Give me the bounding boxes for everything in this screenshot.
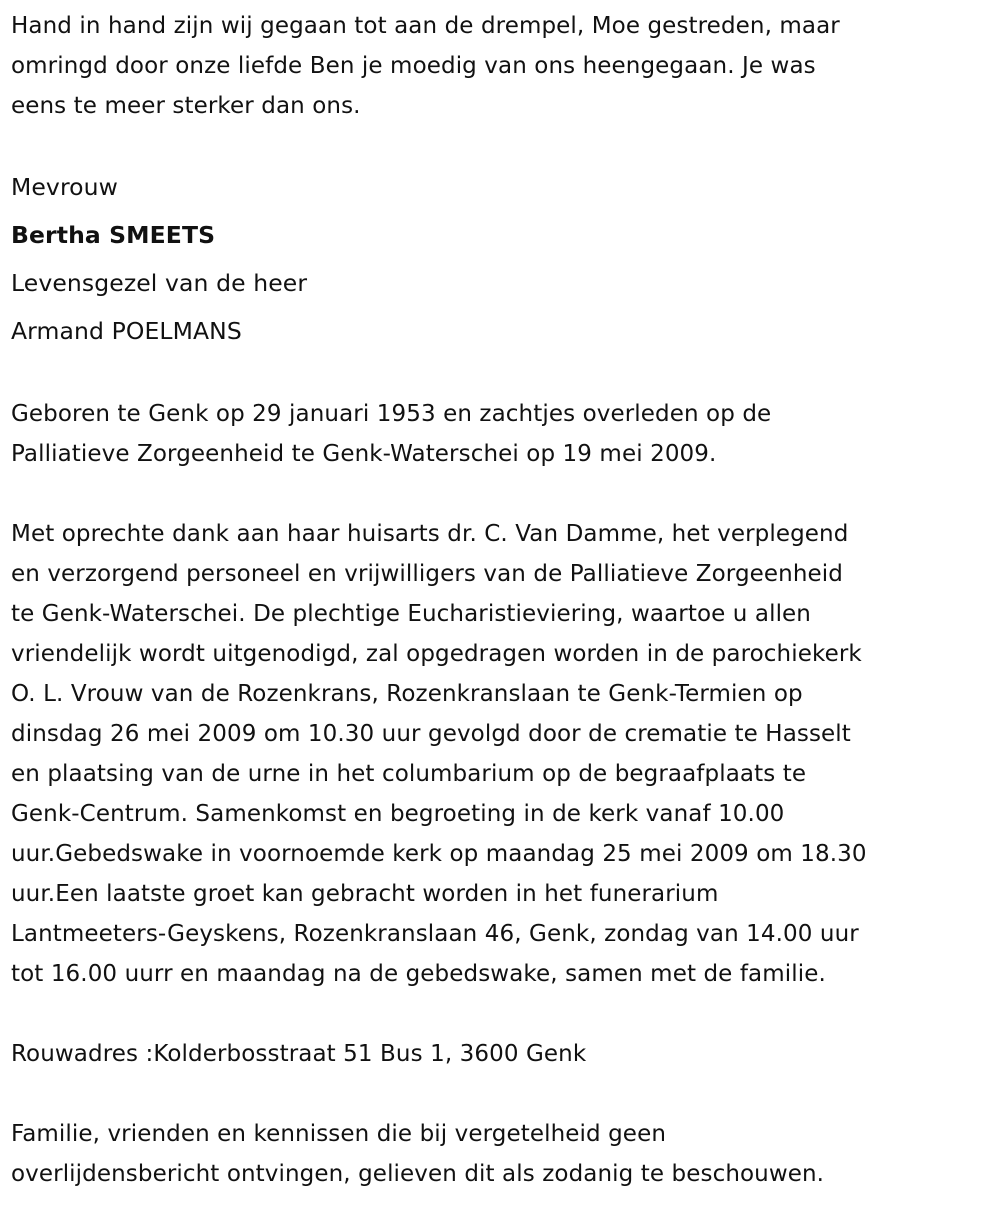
birth-death-paragraph: Geboren te Genk op 29 januari 1953 en zachtjes overleden op de Palliatieve Zorgeenheid te Genk-Waterschei op 19 mei 2009. [11, 401, 772, 467]
ceremony-paragraph: Met oprechte dank aan haar huisarts dr. C. Van Damme, het verplegend en verzorgend personeel en vrijwilligers van de Palliatieve Zorgeenheid te Genk-Waterschei. De plechtige Eucharistieviering, waartoe u allen vriendelijk wordt uitgenodigd, zal opgedragen worden in de parochiekerk O. L. Vrouw van de Rozenkrans, Rozenkranslaan te Genk-Termien op dinsdag 26 mei 2009 om 10.30 uur gevolgd door de crematie te Hasselt en plaatsing van de urne in het columbarium op de begraafplaats te Genk-Centrum. Samenkomst en begroeting in de kerk vanaf 10.00 uur.Gebedswake in voornoemde kerk op maandag 25 mei 2009 om 18.30 uur.Een laatste groet kan gebracht worden in het funerarium Lantmeeters-Geyskens, Rozenkranslaan 46, Genk, zondag van 14.00 uur tot 16.00 uurr en maandag na de gebedswake, samen met de familie. [11, 521, 867, 987]
title-mevrouw: Mevrouw [11, 173, 118, 201]
relation-text: Levensgezel van de heer [11, 269, 308, 297]
obituary-document [11, 6, 996, 1194]
deceased-name: Bertha SMEETS [11, 221, 216, 249]
opening-verse: Hand in hand zijn wij gegaan tot aan de drempel, Moe gestreden, maar omringd door onze liefde Ben je moedig van ons heengegaan. Je was eens te meer sterker dan ons. [11, 13, 840, 119]
partner-name: Armand POELMANS [11, 317, 242, 345]
deceased-block [11, 163, 996, 355]
mourning-address: Rouwadres :Kolderbosstraat 51 Bus 1, 3600 Genk [11, 1041, 587, 1067]
closing-paragraph: Familie, vrienden en kennissen die bij vergetelheid geen overlijdensbericht ontvingen, gelieven dit als zodanig te beschouwen. [11, 1121, 825, 1187]
